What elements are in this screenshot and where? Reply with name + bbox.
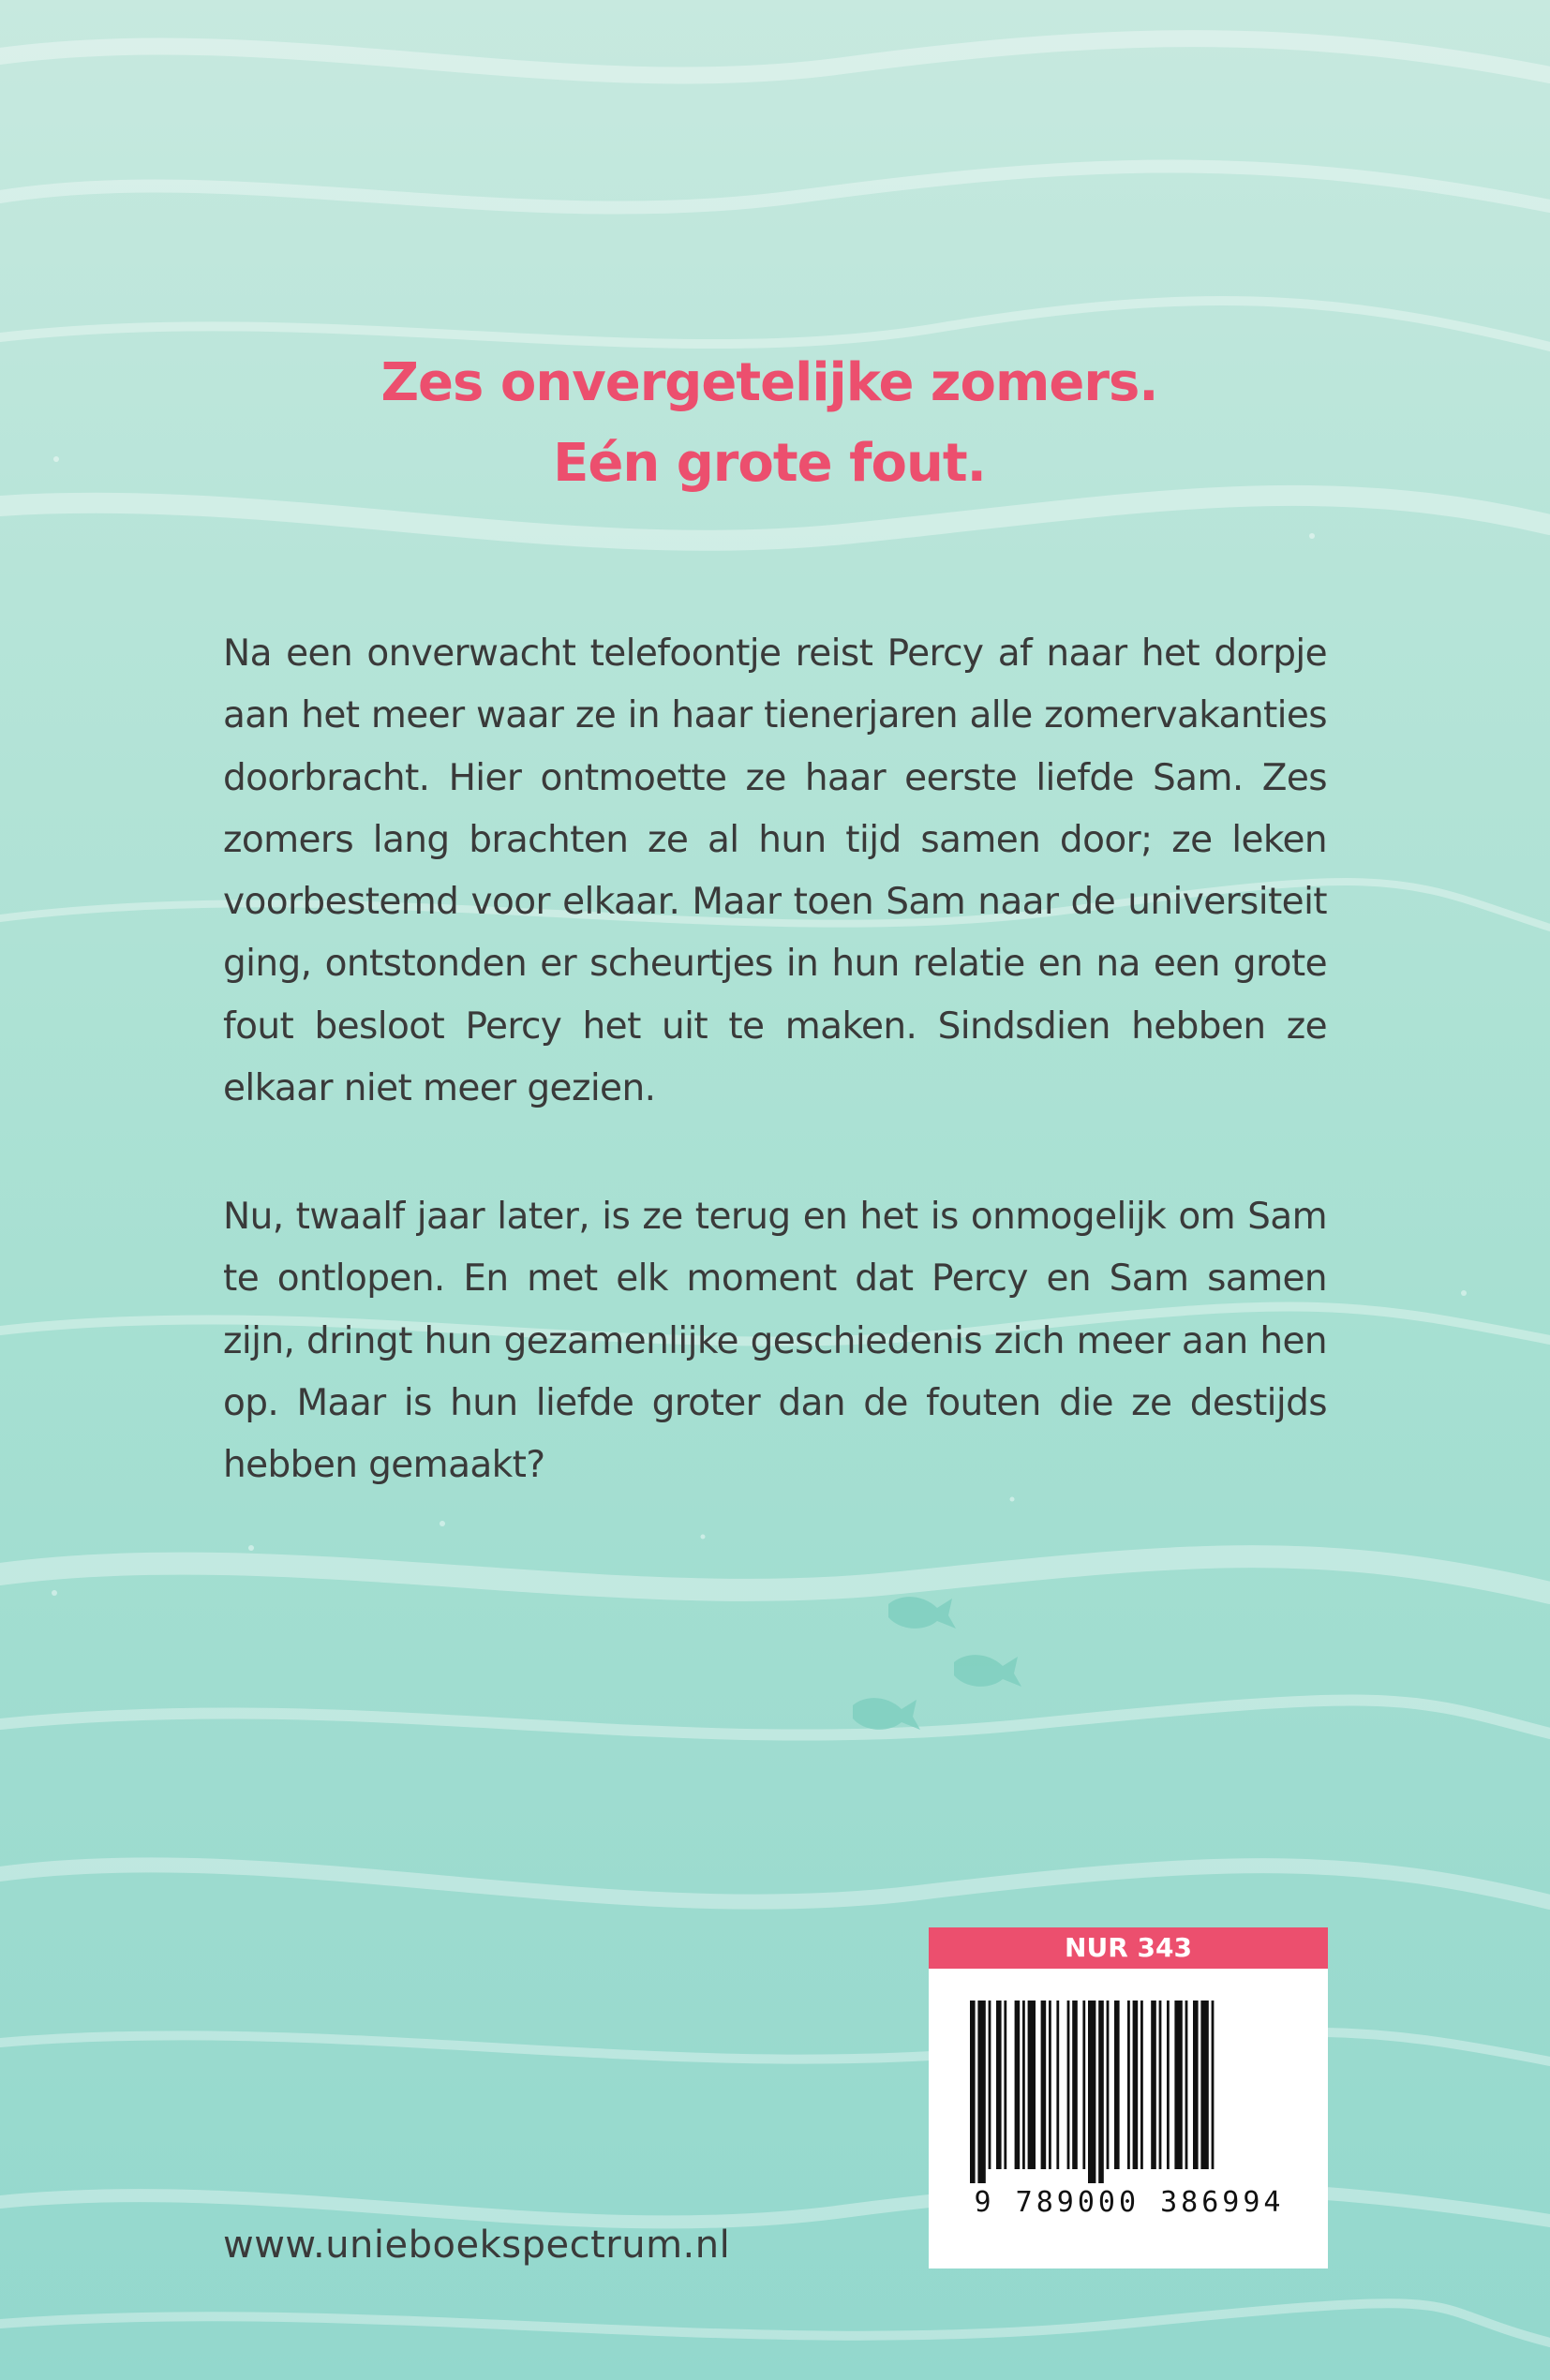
barcode-panel <box>929 1927 1328 2268</box>
barcode-bar <box>1022 2001 1025 2169</box>
barcode-bar <box>1056 2001 1059 2169</box>
barcode-bar <box>1151 2001 1156 2169</box>
barcode-bar <box>1140 2001 1143 2169</box>
barcode-bar <box>1185 2001 1188 2169</box>
barcode-bar <box>1082 2001 1085 2169</box>
barcode-bar <box>1212 2001 1215 2169</box>
barcode-bar <box>1041 2001 1047 2169</box>
barcode-bar <box>1072 2001 1078 2169</box>
barcode-bar <box>1015 2001 1021 2169</box>
nur-label: NUR 343 <box>929 1927 1328 1969</box>
barcode-bar <box>1107 2001 1110 2169</box>
barcode-bar <box>1167 2001 1170 2169</box>
fish-icon <box>843 1584 1087 1743</box>
barcode <box>970 2001 1287 2183</box>
barcode-bar <box>1067 2001 1070 2169</box>
barcode-bar <box>1004 2001 1006 2169</box>
blurb-paragraph-2: Nu, twaalf jaar later, is ze terug en het is onmogelijk om Sam te ontlopen. En met elk moment dat Percy en Sam samen zijn, dringt hun gezamenlijke geschiedenis zich meer aan hen op. Maar is hun liefde groter dan de fouten die ze destijds hebben gemaakt? <box>223 1196 1327 1487</box>
tagline-line-1: Zes onvergetelijke zomers. <box>380 352 1158 413</box>
tagline-line-2: Eén grote fout. <box>553 433 986 494</box>
barcode-bar <box>1028 2001 1036 2169</box>
barcode-bar <box>970 2001 976 2183</box>
barcode-bar <box>1193 2001 1199 2169</box>
barcode-bar <box>1114 2001 1120 2169</box>
barcode-bar <box>989 2001 991 2169</box>
barcode-bar <box>1049 2001 1051 2169</box>
blurb-paragraph-1: Na een onverwacht telefoontje reist Percy af naar het dorpje aan het meer waar ze in haar tienerjaren alle zomervakanties doorbracht. Hier ontmoette ze haar eerste liefde Sam. Zes zomers lang brachten ze al hun tijd samen door; ze leken voorbestemd voor elkaar. Maar toen Sam naar de universiteit ging, ontstonden er scheurtjes in hun relatie en na een grote fout besloot Percy het uit te maken. Sindsdien hebben ze elkaar niet meer gezien. <box>223 632 1327 1110</box>
barcode-bar <box>1159 2001 1162 2169</box>
barcode-bar <box>1098 2001 1104 2183</box>
barcode-bar <box>996 2001 1002 2169</box>
barcode-bar <box>1174 2001 1182 2169</box>
barcode-bar <box>1088 2001 1095 2183</box>
barcode-bar <box>1133 2001 1139 2169</box>
publisher-website: www.unieboekspectrum.nl <box>223 2224 731 2267</box>
barcode-bar <box>1127 2001 1130 2169</box>
barcode-bar <box>977 2001 985 2183</box>
barcode-bar <box>1200 2001 1208 2169</box>
isbn-digits: 9 789000 386994 <box>974 2186 1285 2219</box>
